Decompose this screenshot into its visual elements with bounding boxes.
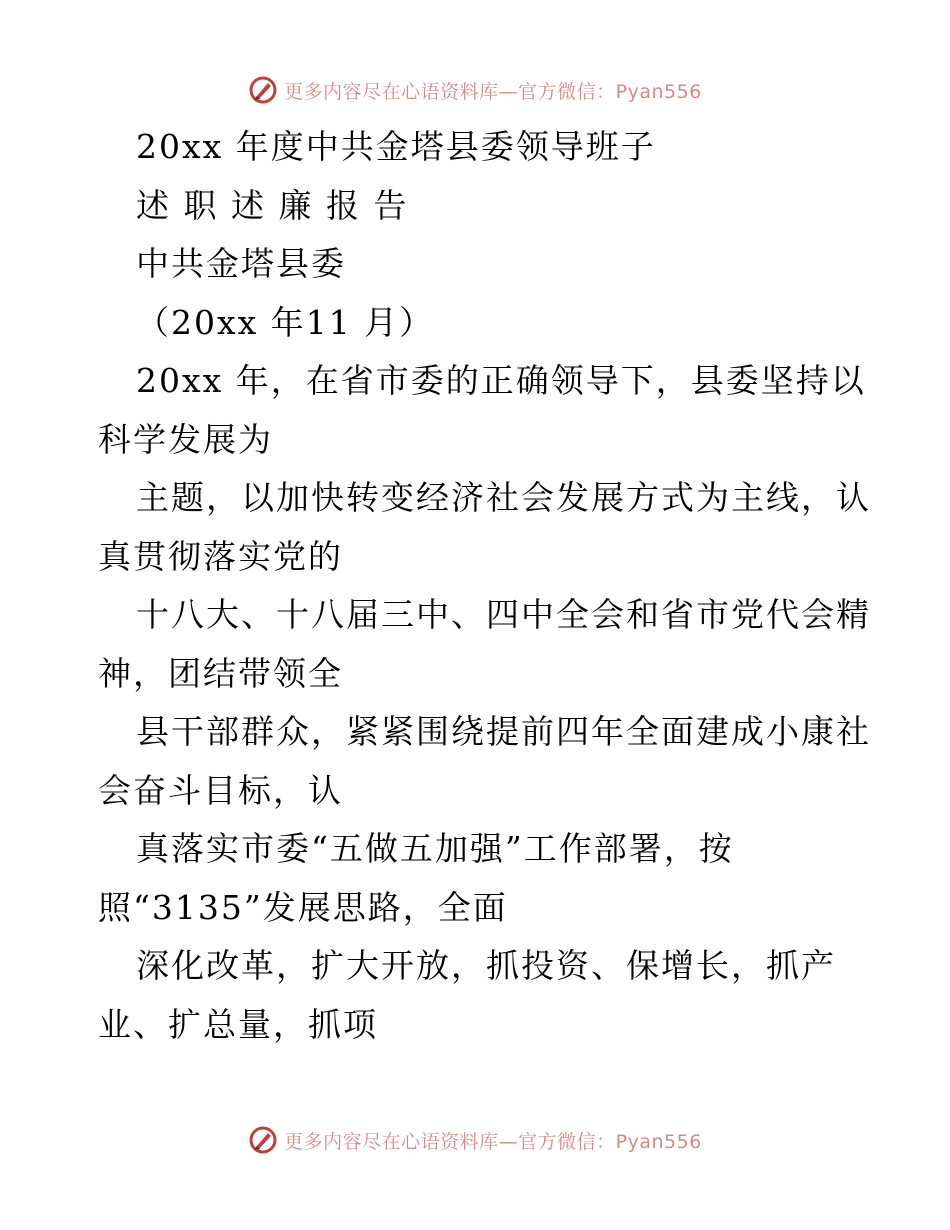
- doc-subtitle: 述 职 述 廉 报 告: [136, 185, 409, 225]
- paragraph-line: 20xx 年，在省市委的正确领导下，县委坚持以: [136, 361, 866, 400]
- paragraph-line: 真贯彻落实党的: [98, 536, 343, 576]
- paragraph-line: 科学发展为: [98, 419, 273, 459]
- paragraph-line: 深化改革，扩大开放，抓投资、保增长，抓产: [136, 946, 836, 985]
- header-watermark: [0, 70, 950, 110]
- paragraph-line: 主题，以加快转变经济社会发展方式为主线，认: [136, 478, 871, 517]
- footer-watermark: [0, 1120, 950, 1160]
- watermark-text: 更多内容尽在心语资料库—官方微信：Pyan556: [284, 80, 702, 103]
- pen-logo-icon: [248, 1125, 278, 1155]
- paragraph-line: 县干部群众，紧紧围绕提前四年全面建成小康社: [136, 712, 871, 751]
- pen-logo-icon: [248, 75, 278, 105]
- paragraph-line: 真落实市委“五做五加强”工作部署，按: [136, 829, 734, 868]
- doc-title: 20xx 年度中共金塔县委领导班子: [136, 127, 656, 166]
- paragraph-line: 神，团结带领全: [98, 653, 343, 693]
- doc-date: （20xx 年11 月）: [136, 302, 435, 342]
- paragraph-line: 照“3135”发展思路，全面: [98, 887, 508, 927]
- watermark-text: 更多内容尽在心语资料库—官方微信：Pyan556: [284, 1130, 702, 1153]
- paragraph-line: 业、扩总量，抓项: [98, 1004, 378, 1044]
- doc-author: 中共金塔县委: [136, 244, 346, 283]
- document-body: [98, 118, 871, 1054]
- paragraph-line: 会奋斗目标，认: [98, 770, 343, 810]
- paragraph-line: 十八大、十八届三中、四中全会和省市党代会精: [136, 595, 871, 634]
